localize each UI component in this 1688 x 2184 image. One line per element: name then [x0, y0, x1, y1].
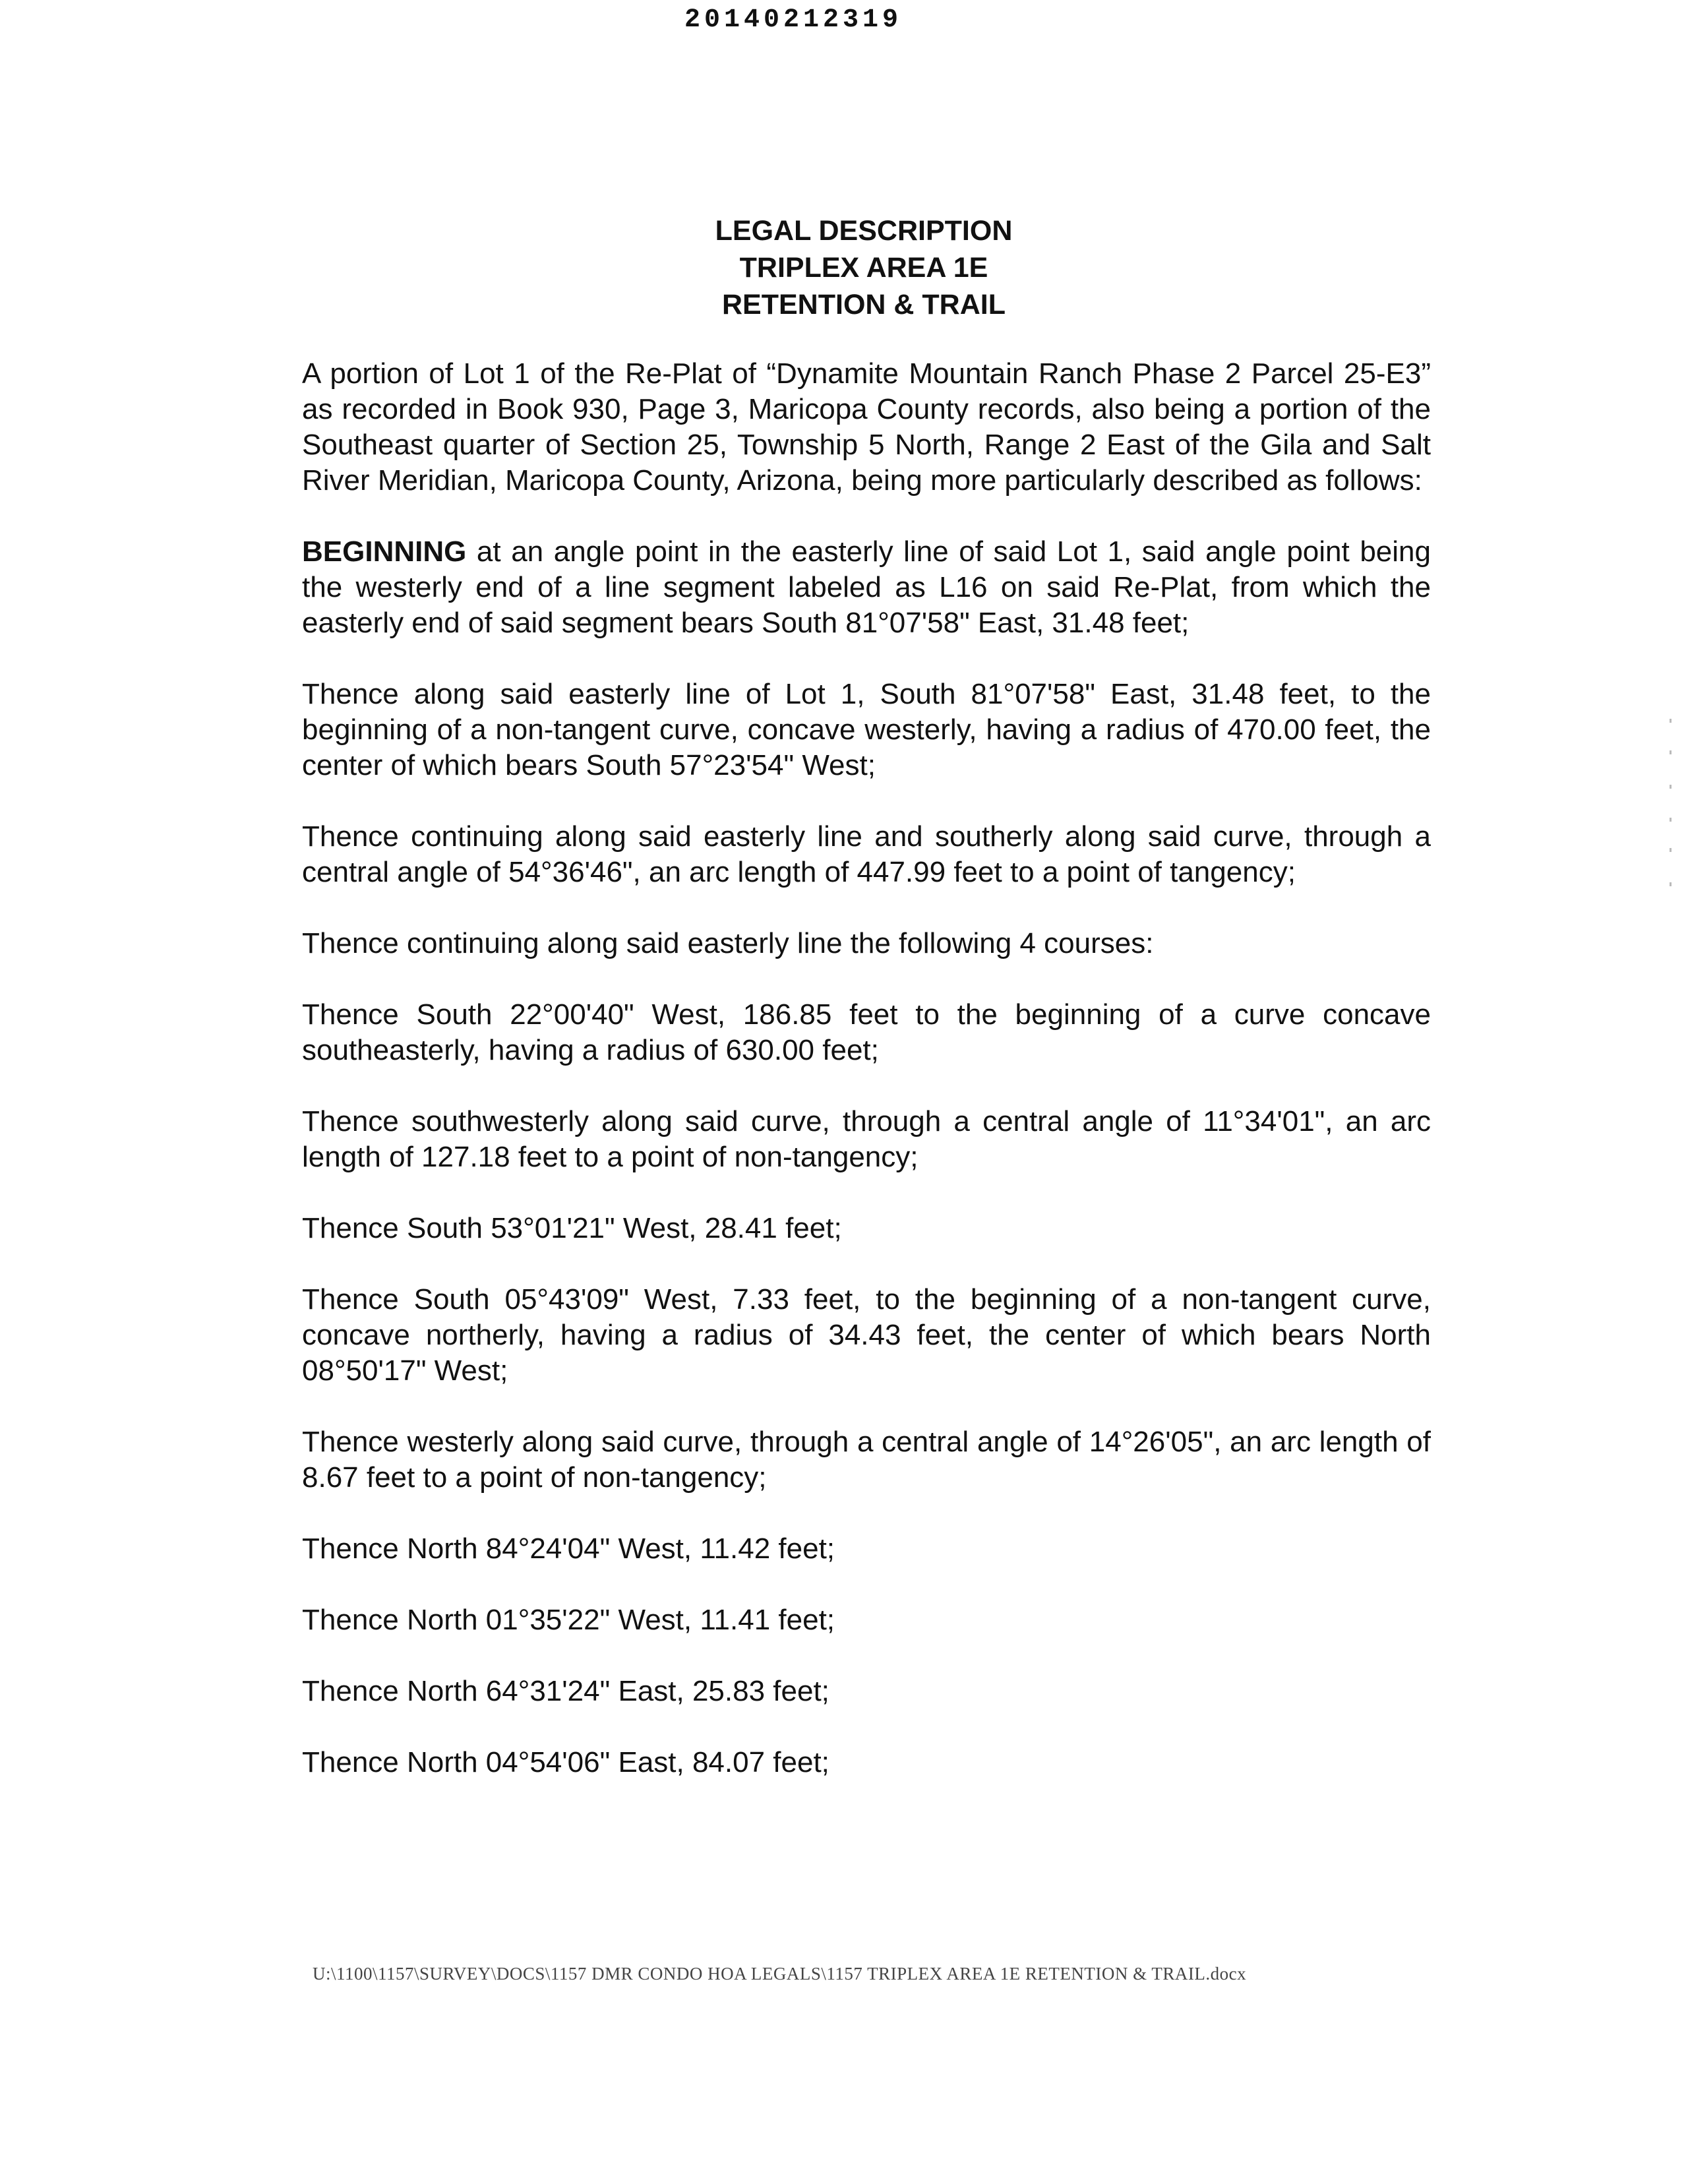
course-paragraph: Thence South 05°43'09" West, 7.33 feet, to the beginning of a non-tangent curve, concave northerly, having a radius of 34.43 feet, the center of which bears North 08°50'17" West; [302, 1283, 1431, 1387]
course-paragraph: Thence North 01°35'22" West, 11.41 feet; [302, 1604, 835, 1636]
scan-mark [1670, 750, 1672, 754]
course-paragraph: Thence southwesterly along said curve, through a central angle of 11°34'01", an arc length of 127.18 feet to a point of non-tangency; [302, 1105, 1431, 1173]
recording-number: 20140212319 [684, 5, 903, 35]
scan-margin-marks [1670, 719, 1672, 890]
course-paragraph: Thence South 22°00'40" West, 186.85 feet to the beginning of a curve concave southeasterly, having a radius of 630.00 feet; [302, 998, 1431, 1066]
beginning-lead: BEGINNING [302, 535, 467, 568]
scan-mark [1670, 848, 1672, 852]
legal-description-body [302, 356, 1431, 1816]
course-paragraph: Thence South 53°01'21" West, 28.41 feet; [302, 1212, 842, 1244]
scan-mark [1670, 882, 1672, 886]
scan-mark [1670, 785, 1672, 789]
beginning-paragraph [302, 534, 1431, 641]
course-paragraph: Thence westerly along said curve, through a central angle of 14°26'05", an arc length of 8.67 feet to a point of non-tangency; [302, 1426, 1431, 1494]
scan-mark [1670, 818, 1672, 822]
scan-mark [1670, 719, 1672, 723]
document-title [0, 212, 1688, 323]
intro-paragraph: A portion of Lot 1 of the Re-Plat of “Dynamite Mountain Ranch Phase 2 Parcel 25-E3” as recorded in Book 930, Page 3, Maricopa County records, also being a portion of the Southeast quarter of Section 25, Township 5 North, Range 2 East of the Gila and Salt River Meridian, Maricopa County, Arizona, being more particularly described as follows: [302, 357, 1431, 497]
course-paragraph: Thence along said easterly line of Lot 1, South 81°07'58" East, 31.48 feet, to the beginning of a non-tangent curve, concave westerly, having a radius of 470.00 feet, the center of which bears South 57°23'54" West; [302, 678, 1431, 781]
course-paragraph: Thence North 04°54'06" East, 84.07 feet; [302, 1746, 829, 1778]
course-paragraph: Thence North 64°31'24" East, 25.83 feet; [302, 1675, 829, 1707]
course-paragraph: Thence North 84°24'04" West, 11.42 feet; [302, 1532, 835, 1565]
footer-file-path: U:\1100\1157\SURVEY\DOCS\1157 DMR CONDO HOA LEGALS\1157 TRIPLEX AREA 1E RETENTION & TRAIL.docx [313, 1964, 1247, 1984]
course-paragraph: Thence continuing along said easterly line and southerly along said curve, through a central angle of 54°36'46", an arc length of 447.99 feet to a point of tangency; [302, 820, 1431, 888]
course-paragraph: Thence continuing along said easterly line the following 4 courses: [302, 927, 1154, 959]
title-line-3: RETENTION & TRAIL [722, 289, 1006, 320]
beginning-text: at an angle point in the easterly line of said Lot 1, said angle point being the westerly end of a line segment labeled as L16 on said Re-Plat, from which the easterly end of said segment bears South 81°07'58" East, 31.48 feet; [302, 535, 1431, 639]
title-line-2: TRIPLEX AREA 1E [739, 252, 988, 284]
title-line-1: LEGAL DESCRIPTION [715, 215, 1013, 247]
